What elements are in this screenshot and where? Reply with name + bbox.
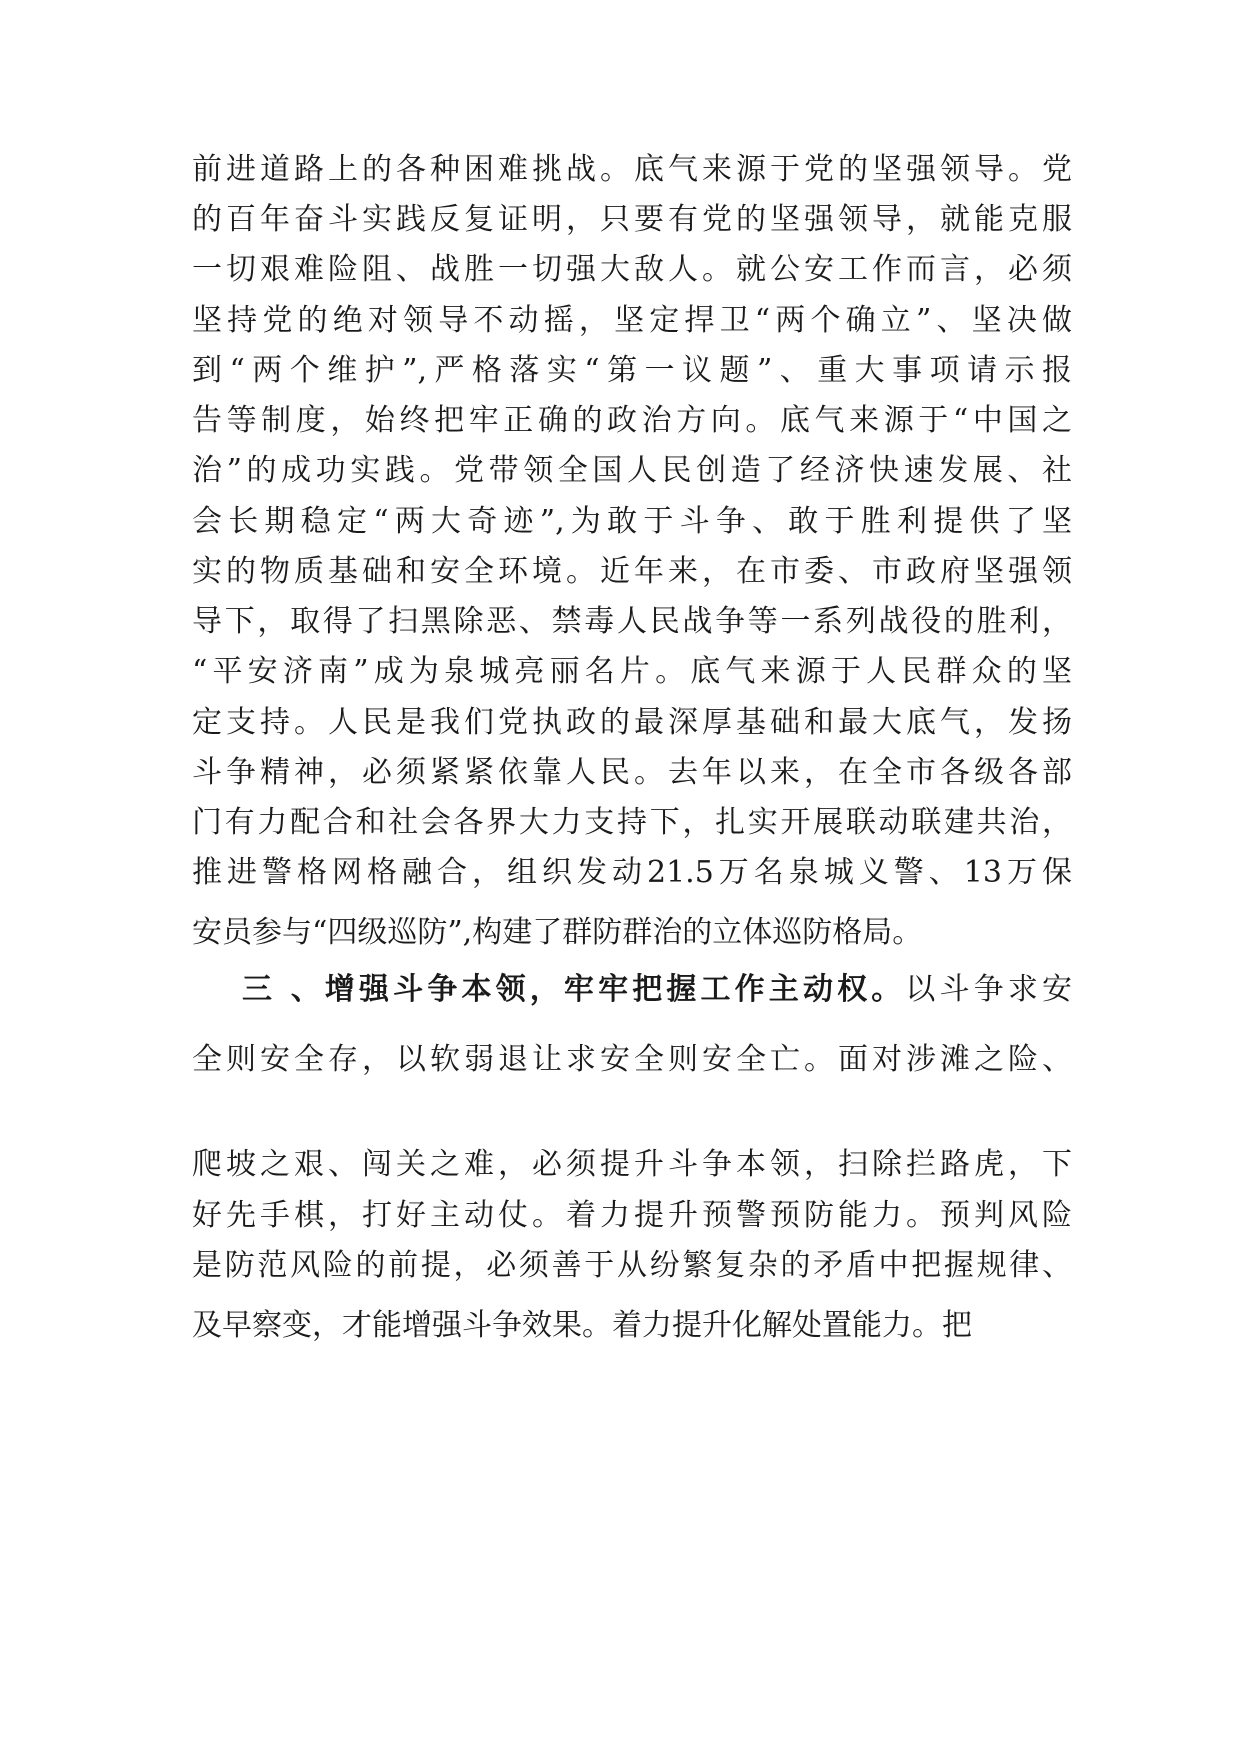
- section-heading: [242, 970, 1072, 1010]
- text-line-20: 是防范风险的前提，必须善于从纷繁复杂的矛盾中把握规律、: [192, 1248, 1072, 1283]
- text-line-18: 爬坡之艰、闯关之难，必须提升斗争本领，扫除拦路虎，下: [192, 1147, 1072, 1182]
- text-line-14: 门有力配合和社会各界大力支持下，扎实开展联动联建共治，: [192, 805, 1072, 840]
- text-line-4: 坚持党的绝对领导不动摇，坚定捍卫“两个确立”、坚决做: [192, 303, 1072, 338]
- section-heading-title: 三 、增强斗争本领，牢牢把握工作主动权。: [242, 972, 906, 1007]
- text-line-17: 全则安全存，以软弱退让求安全则安全亡。面对涉滩之险、: [192, 1042, 1072, 1077]
- text-line-6: 告等制度，始终把牢正确的政治方向。底气来源于“中国之: [192, 403, 1072, 438]
- text-line-21: 及早察变，才能增强斗争效果。着力提升化解处置能力。把: [192, 1308, 972, 1343]
- text-line-1: 前进道路上的各种困难挑战。底气来源于党的坚强领导。党: [192, 152, 1072, 187]
- text-line-15: 推进警格网格融合，组织发动21.5万名泉城义警、13万保: [192, 855, 1072, 890]
- text-line-16: 安员参与“四级巡防”,构建了群防群治的立体巡防格局。: [192, 915, 923, 950]
- text-line-19: 好先手棋，打好主动仗。着力提升预警预防能力。预判风险: [192, 1198, 1072, 1233]
- text-line-2: 的百年奋斗实践反复证明，只要有党的坚强领导，就能克服: [192, 202, 1072, 237]
- text-line-3: 一切艰难险阻、战胜一切强大敌人。就公安工作而言，必须: [192, 252, 1072, 287]
- text-line-11: “平安济南”成为泉城亮丽名片。底气来源于人民群众的坚: [192, 654, 1072, 689]
- text-line-5: 到“两个维护”,严格落实“第一议题”、重大事项请示报: [192, 353, 1072, 388]
- text-line-13: 斗争精神，必须紧紧依靠人民。去年以来，在全市各级各部: [192, 755, 1072, 790]
- text-line-10: 导下，取得了扫黑除恶、禁毒人民战争等一系列战役的胜利，: [192, 604, 1072, 639]
- text-line-9: 实的物质基础和安全环境。近年来，在市委、市政府坚强领: [192, 554, 1072, 589]
- section-heading-rest: 以斗争求安: [905, 972, 1072, 1007]
- text-line-12: 定支持。人民是我们党执政的最深厚基础和最大底气，发扬: [192, 705, 1072, 740]
- text-line-8: 会长期稳定“两大奇迹”,为敢于斗争、敢于胜利提供了坚: [192, 504, 1072, 539]
- text-line-7: 治”的成功实践。党带领全国人民创造了经济快速发展、社: [192, 453, 1072, 488]
